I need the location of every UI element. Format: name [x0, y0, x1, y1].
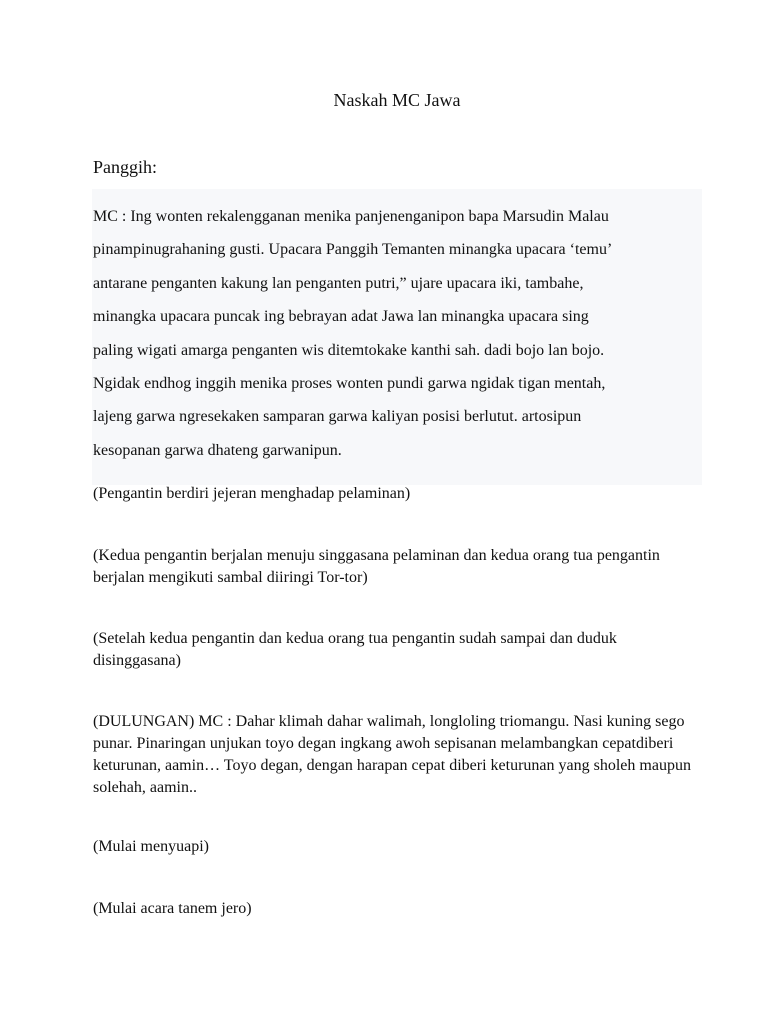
stage-direction-paragraph: (Mulai menyuapi) — [93, 838, 209, 855]
document-title: Naskah MC Jawa — [333, 90, 461, 110]
stage-direction-paragraph: (Pengantin berdiri jejeran menghadap pelaminan) — [93, 485, 411, 502]
text-line: Ngidak endhog inggih menika proses wonten pundi garwa ngidak tigan mentah, — [93, 375, 606, 393]
text-line: pinampinugrahaning gusti. Upacara Panggih Temanten minangka upacara ‘temu’ — [93, 241, 613, 259]
text-line: MC : Ing wonten rekalengganan menika panjenenganipon bapa Marsudin Malau — [93, 208, 609, 225]
stage-direction-paragraph: (Mulai acara tanem jero) — [93, 900, 252, 917]
text-line: kesopanan garwa dhateng garwanipun. — [93, 441, 342, 459]
mc-speech-block — [93, 200, 693, 467]
text-line: lajeng garwa ngresekaken samparan garwa kaliyan posisi berlutut. artosipun — [93, 408, 582, 426]
text-line: antarane penganten kakung lan penganten putri,” ujare upacara iki, tambahe, — [93, 274, 584, 292]
text-line: minangka upacara puncak ing bebrayan adat Jawa lan minangka upacara sing — [93, 308, 589, 326]
section-heading: Panggih: — [93, 157, 158, 177]
stage-direction-paragraph: (Setelah kedua pengantin dan kedua orang tua pengantin sudah sampai dan duduk disinggasana) — [93, 630, 617, 669]
dulungan-paragraph: (DULUNGAN) MC : Dahar klimah dahar walimah, longloling triomangu. Nasi kuning sego punar. Pinaringan unjukan toyo degan ingkang awoh sepisanan melambangkan cepatdiberi keturunan, aamin… Toyo degan, dengan harapan cepat diberi keturunan yang sholeh maupun solehah, aamin.. — [93, 713, 691, 796]
text-line: paling wigati amarga penganten wis ditemtokake kanthi sah. dadi bojo lan bojo. — [93, 341, 605, 359]
stage-direction-paragraph: (Kedua pengantin berjalan menuju singgasana pelaminan dan kedua orang tua pengantin berjalan mengikuti sambal diiringi Tor-tor) — [93, 547, 660, 586]
